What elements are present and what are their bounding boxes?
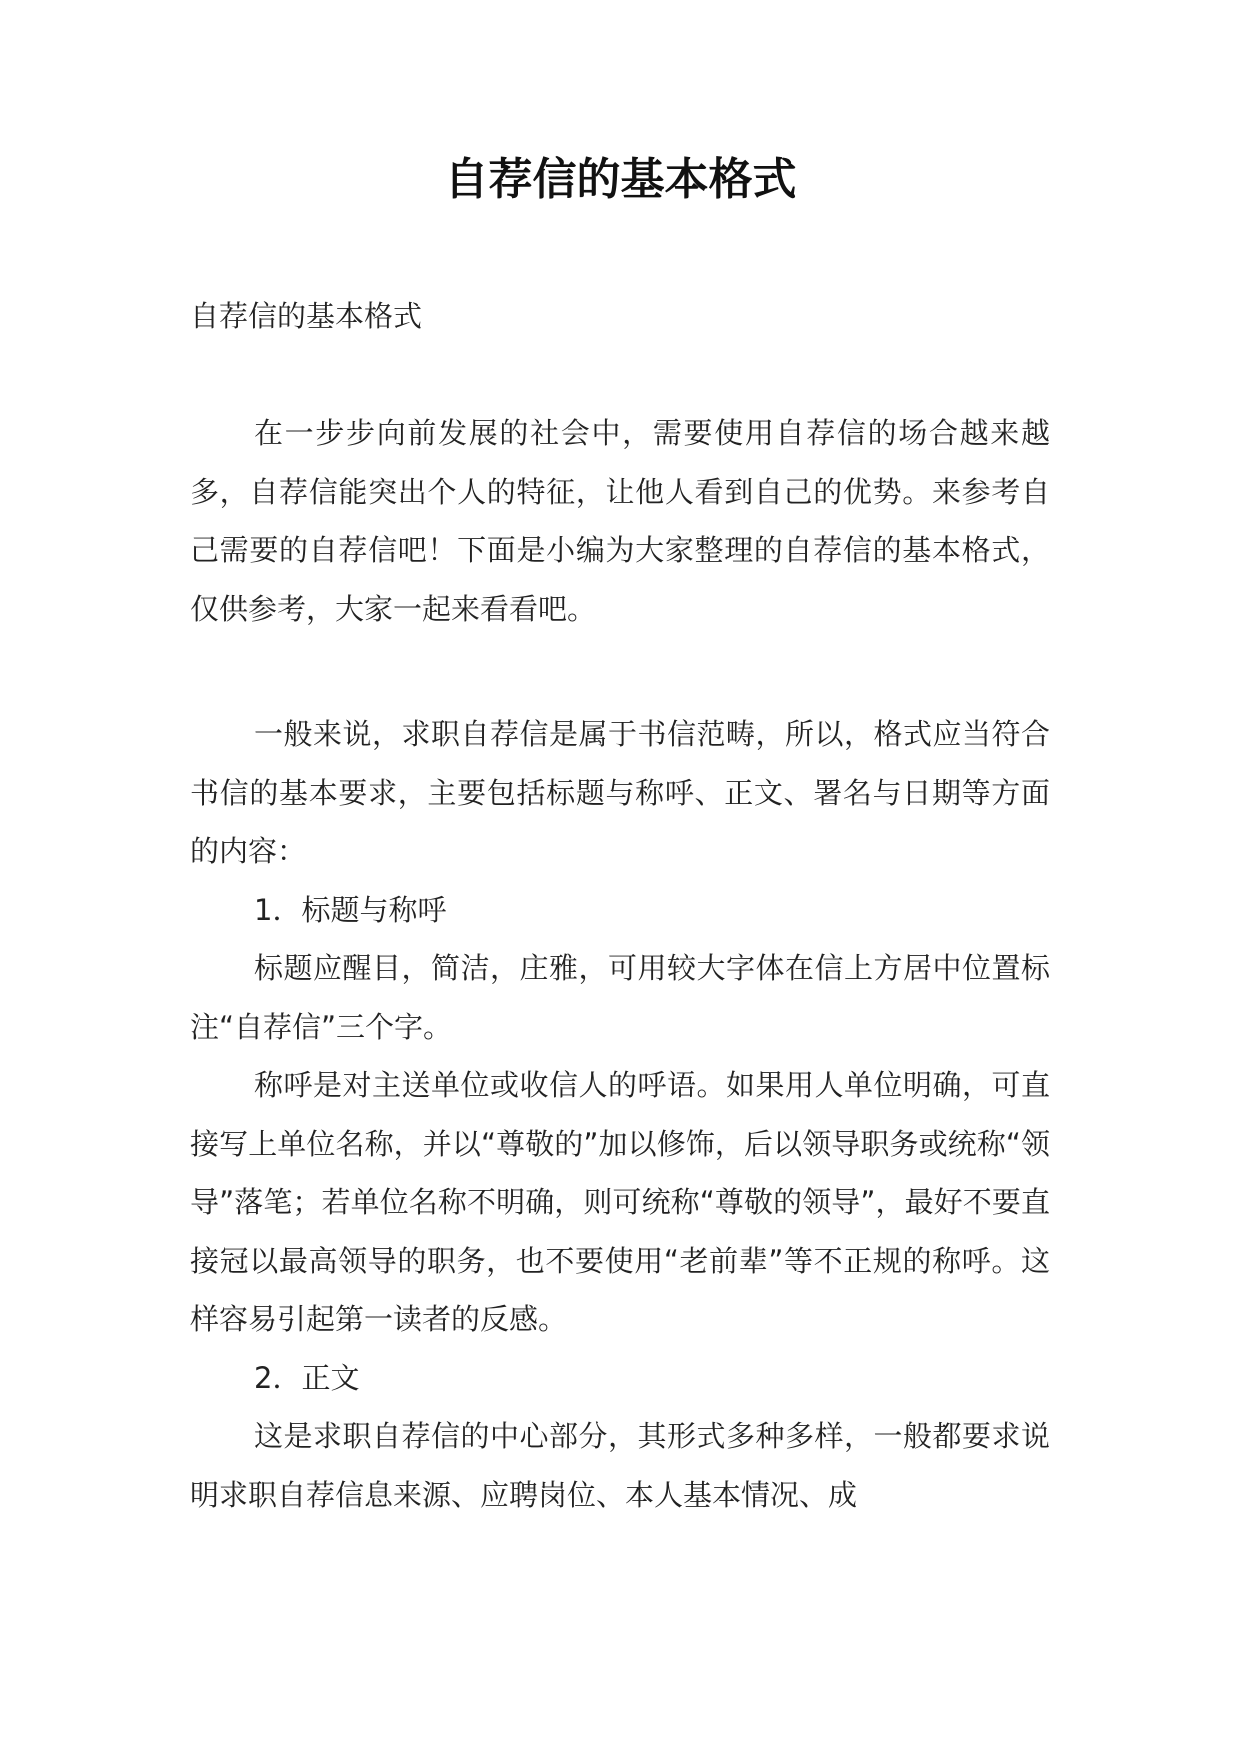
section-heading-title-salutation: 1．标题与称呼	[254, 892, 447, 927]
intro-paragraph: 在一步步向前发展的社会中，需要使用自荐信的场合越来越多，自荐信能突出个人的特征，让他人看到自己的优势。来参考自己需要的自荐信吧！下面是小编为大家整理的自荐信的基本格式，仅供参考，大家一起来看看吧。	[190, 416, 1050, 626]
section-heading-body: 2．正文	[254, 1360, 360, 1395]
salutation-paragraph: 称呼是对主送单位或收信人的呼语。如果用人单位明确，可直接写上单位名称，并以“尊敬的”加以修饰，后以领导职务或统称“领导”落笔；若单位名称不明确，则可统称“尊敬的领导”，最好不要直接冠以最高领导的职务，也不要使用“老前辈”等不正规的称呼。这样容易引起第一读者的反感。	[190, 1068, 1050, 1336]
body-paragraph: 这是求职自荐信的中心部分，其形式多种多样，一般都要求说明求职自荐信息来源、应聘岗位、本人基本情况、成	[190, 1419, 1050, 1512]
title-paragraph: 标题应醒目，简洁，庄雅，可用较大字体在信上方居中位置标注“自荐信”三个字。	[190, 951, 1050, 1044]
document-title: 自荐信的基本格式	[444, 154, 797, 205]
document-subtitle: 自荐信的基本格式	[190, 299, 423, 333]
document-body	[190, 288, 1050, 1524]
overview-paragraph: 一般来说，求职自荐信是属于书信范畴，所以，格式应当符合书信的基本要求，主要包括标题与称呼、正文、署名与日期等方面的内容：	[190, 717, 1050, 868]
